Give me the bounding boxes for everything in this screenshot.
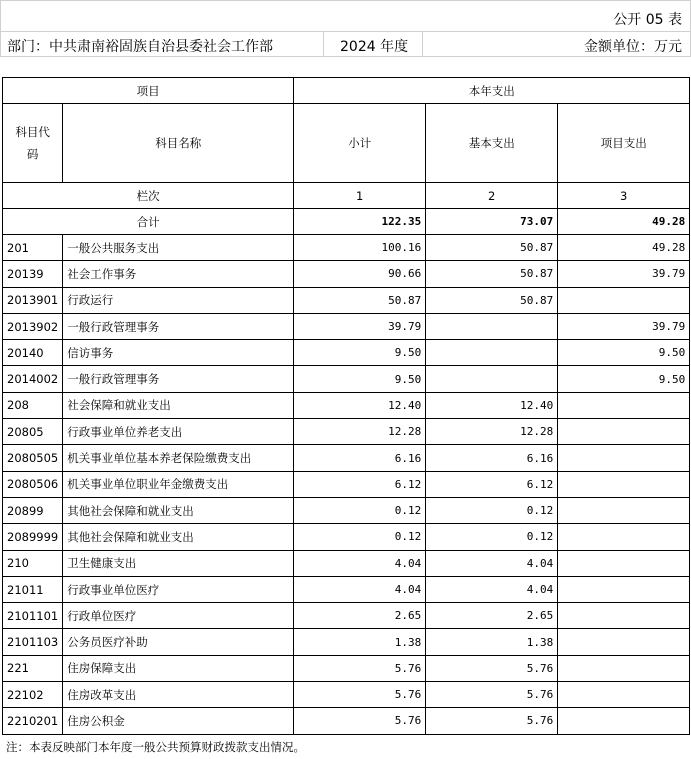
table-row [3,550,690,576]
header-row-1 [3,78,690,104]
row-basic: 5.76 [426,682,558,708]
column-3: 3 [558,183,690,209]
row-project [558,419,690,445]
row-subtotal: 5.76 [294,708,426,734]
row-code: 2013902 [3,313,63,339]
fiscal-year: 2024 年度 [323,32,423,56]
expenditure-table [2,77,690,735]
row-project: 9.50 [558,366,690,392]
row-basic: 4.04 [426,576,558,602]
row-code: 2210201 [3,708,63,734]
row-code: 2014002 [3,366,63,392]
row-project [558,708,690,734]
row-code: 221 [3,655,63,681]
meta-bar [0,31,691,57]
row-name: 行政事业单位养老支出 [63,419,294,445]
footnote: 注：本表反映部门本年度一般公共预算财政拨款支出情况。 [6,740,305,754]
row-subtotal: 0.12 [294,524,426,550]
row-name: 公务员医疗补助 [63,629,294,655]
row-project: 39.79 [558,313,690,339]
header-name: 科目名称 [63,104,294,183]
row-name: 卫生健康支出 [63,550,294,576]
header-basic: 基本支出 [426,104,558,183]
row-code: 208 [3,392,63,418]
row-project [558,603,690,629]
table-row [3,445,690,471]
row-name: 一般行政管理事务 [63,366,294,392]
row-project [558,287,690,313]
table-row [3,313,690,339]
column-2: 2 [426,183,558,209]
row-name: 社会工作事务 [63,261,294,287]
row-code: 210 [3,550,63,576]
form-number-bar [0,0,691,31]
table-row [3,235,690,261]
row-basic: 5.76 [426,655,558,681]
row-basic: 0.12 [426,497,558,523]
header-row-2 [3,104,690,183]
column-label: 栏次 [3,183,294,209]
row-project: 9.50 [558,340,690,366]
row-subtotal: 100.16 [294,235,426,261]
row-basic: 50.87 [426,261,558,287]
row-subtotal: 12.40 [294,392,426,418]
table-row [3,366,690,392]
row-project [558,392,690,418]
row-name: 其他社会保障和就业支出 [63,524,294,550]
table-row [3,708,690,734]
row-subtotal: 2.65 [294,603,426,629]
row-project [558,655,690,681]
table-row [3,576,690,602]
row-project [558,497,690,523]
header-project: 项目 [3,78,294,104]
row-basic: 50.87 [426,287,558,313]
row-subtotal: 6.16 [294,445,426,471]
row-subtotal: 9.50 [294,340,426,366]
row-code: 2013901 [3,287,63,313]
header-code: 科目代码 [3,104,63,183]
row-basic: 1.38 [426,629,558,655]
row-name: 一般行政管理事务 [63,313,294,339]
total-project: 49.28 [558,209,690,235]
total-label: 合计 [3,209,294,235]
total-subtotal: 122.35 [294,209,426,235]
row-code: 22102 [3,682,63,708]
row-name: 行政运行 [63,287,294,313]
table-row [3,497,690,523]
row-subtotal: 5.76 [294,682,426,708]
row-project: 39.79 [558,261,690,287]
row-name: 住房公积金 [63,708,294,734]
row-basic: 5.76 [426,708,558,734]
row-name: 社会保障和就业支出 [63,392,294,418]
row-project [558,682,690,708]
row-name: 行政事业单位医疗 [63,576,294,602]
row-subtotal: 1.38 [294,629,426,655]
row-project [558,550,690,576]
form-number: 公开 05 表 [613,12,682,28]
row-code: 20899 [3,497,63,523]
row-basic: 6.12 [426,471,558,497]
row-subtotal: 4.04 [294,576,426,602]
row-project [558,576,690,602]
column-1: 1 [294,183,426,209]
table-row [3,682,690,708]
table-row [3,629,690,655]
total-basic: 73.07 [426,209,558,235]
column-number-row [3,183,690,209]
row-project [558,445,690,471]
row-code: 2080505 [3,445,63,471]
row-name: 一般公共服务支出 [63,235,294,261]
row-project [558,471,690,497]
row-name: 其他社会保障和就业支出 [63,497,294,523]
row-name: 住房改革支出 [63,682,294,708]
row-code: 21011 [3,576,63,602]
row-code: 2089999 [3,524,63,550]
row-subtotal: 4.04 [294,550,426,576]
row-name: 机关事业单位基本养老保险缴费支出 [63,445,294,471]
row-basic: 12.40 [426,392,558,418]
row-basic: 6.16 [426,445,558,471]
row-subtotal: 5.76 [294,655,426,681]
table-row [3,419,690,445]
row-code: 2101101 [3,603,63,629]
row-basic [426,340,558,366]
table-row [3,392,690,418]
row-subtotal: 50.87 [294,287,426,313]
row-subtotal: 12.28 [294,419,426,445]
header-project-expense: 项目支出 [558,104,690,183]
row-subtotal: 90.66 [294,261,426,287]
row-subtotal: 0.12 [294,497,426,523]
row-name: 行政单位医疗 [63,603,294,629]
table-row [3,603,690,629]
table-row [3,340,690,366]
row-code: 201 [3,235,63,261]
table-row [3,471,690,497]
row-basic [426,366,558,392]
department-label: 部门：中共肃南裕固族自治县委社会工作部 [7,39,273,55]
table-row [3,261,690,287]
table-row [3,287,690,313]
row-code: 2080506 [3,471,63,497]
row-basic [426,313,558,339]
table-row [3,524,690,550]
total-row [3,209,690,235]
table-row [3,655,690,681]
row-code: 20140 [3,340,63,366]
header-expense: 本年支出 [294,78,690,104]
row-project [558,629,690,655]
row-code: 2101103 [3,629,63,655]
row-basic: 2.65 [426,603,558,629]
row-name: 信访事务 [63,340,294,366]
row-project: 49.28 [558,235,690,261]
row-subtotal: 6.12 [294,471,426,497]
row-code: 20139 [3,261,63,287]
row-basic: 12.28 [426,419,558,445]
row-subtotal: 9.50 [294,366,426,392]
row-name: 住房保障支出 [63,655,294,681]
row-basic: 0.12 [426,524,558,550]
row-code: 20805 [3,419,63,445]
row-basic: 50.87 [426,235,558,261]
row-name: 机关事业单位职业年金缴费支出 [63,471,294,497]
row-subtotal: 39.79 [294,313,426,339]
row-project [558,524,690,550]
row-basic: 4.04 [426,550,558,576]
header-subtotal: 小计 [294,104,426,183]
amount-unit: 金额单位：万元 [584,39,682,55]
